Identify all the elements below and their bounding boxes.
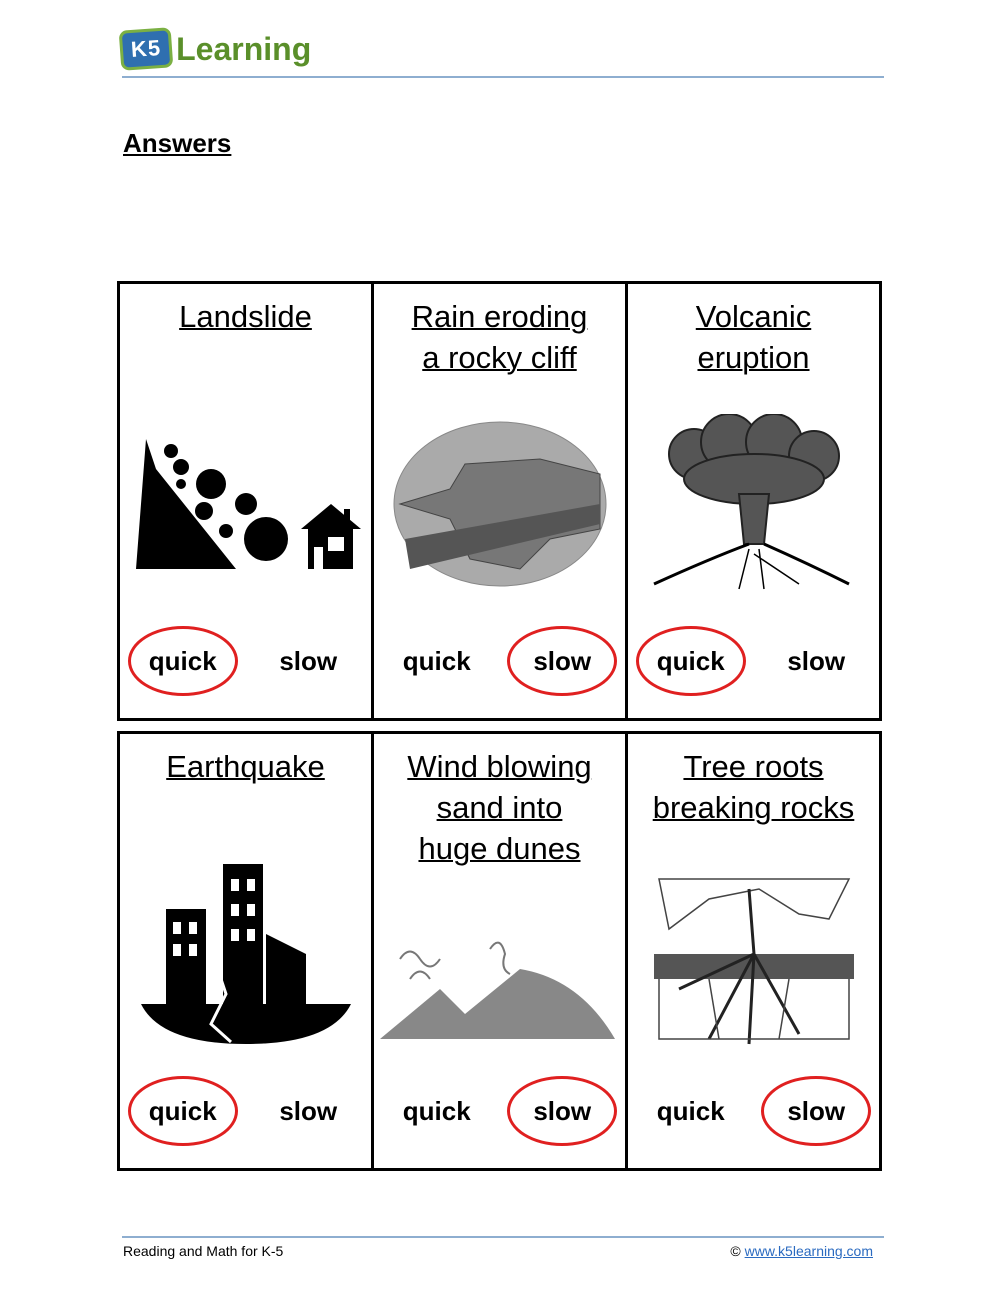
- answer-grid: [117, 281, 882, 1181]
- card-tree-roots: [628, 734, 879, 1168]
- landslide-illustration: [120, 414, 371, 594]
- choice-quick[interactable]: quick: [402, 1095, 471, 1126]
- choices: [628, 626, 879, 696]
- card-title: Tree roots breaking rocks: [652, 749, 855, 825]
- footer-tagline: Reading and Math for K-5: [123, 1243, 284, 1259]
- choice-quick-selected[interactable]: quick: [128, 1076, 238, 1146]
- eroded-cliff-illustration: [374, 414, 625, 594]
- logo-text: Learning: [176, 30, 312, 67]
- volcano-illustration: [628, 414, 879, 594]
- card-title: Wind blowing sand into huge dunes: [407, 749, 592, 866]
- choice-slow[interactable]: slow: [279, 645, 338, 676]
- choice-slow[interactable]: slow: [279, 1095, 338, 1126]
- card-title: Earthquake: [166, 749, 325, 784]
- header-divider: [122, 76, 884, 78]
- card-rain-eroding: [374, 284, 628, 718]
- card-title: Volcanic eruption: [695, 299, 812, 375]
- card-earthquake: [120, 734, 374, 1168]
- sand-dunes-illustration: [374, 904, 625, 1084]
- choice-slow-selected[interactable]: slow: [507, 1076, 617, 1146]
- choice-quick[interactable]: quick: [656, 1095, 725, 1126]
- choice-quick-selected[interactable]: quick: [636, 626, 746, 696]
- k5-learning-logo: [120, 22, 311, 76]
- page-title: Answers: [123, 128, 232, 158]
- grid-row: [117, 281, 882, 721]
- footer-divider: [122, 1236, 884, 1238]
- website-link[interactable]: www.k5learning.com: [744, 1243, 873, 1259]
- choice-slow-selected[interactable]: slow: [761, 1076, 871, 1146]
- card-title: Rain eroding a rocky cliff: [411, 299, 588, 375]
- earthquake-buildings-illustration: [120, 864, 371, 1044]
- choices: [374, 626, 625, 696]
- copyright-symbol: ©: [730, 1243, 741, 1259]
- choices: [120, 1076, 371, 1146]
- choices: [120, 626, 371, 696]
- choices: [628, 1076, 879, 1146]
- logo-k5-badge: K5: [119, 27, 174, 71]
- grid-row: [117, 731, 882, 1171]
- choice-quick-selected[interactable]: quick: [128, 626, 238, 696]
- card-title: Landslide: [179, 299, 312, 334]
- footer-copyright: [730, 1243, 873, 1259]
- card-volcanic-eruption: [628, 284, 879, 718]
- choices: [374, 1076, 625, 1146]
- choice-quick[interactable]: quick: [402, 645, 471, 676]
- card-wind-blowing-sand: [374, 734, 628, 1168]
- card-landslide: [120, 284, 374, 718]
- tree-roots-illustration: [628, 869, 879, 1049]
- choice-slow[interactable]: slow: [787, 645, 846, 676]
- choice-slow-selected[interactable]: slow: [507, 626, 617, 696]
